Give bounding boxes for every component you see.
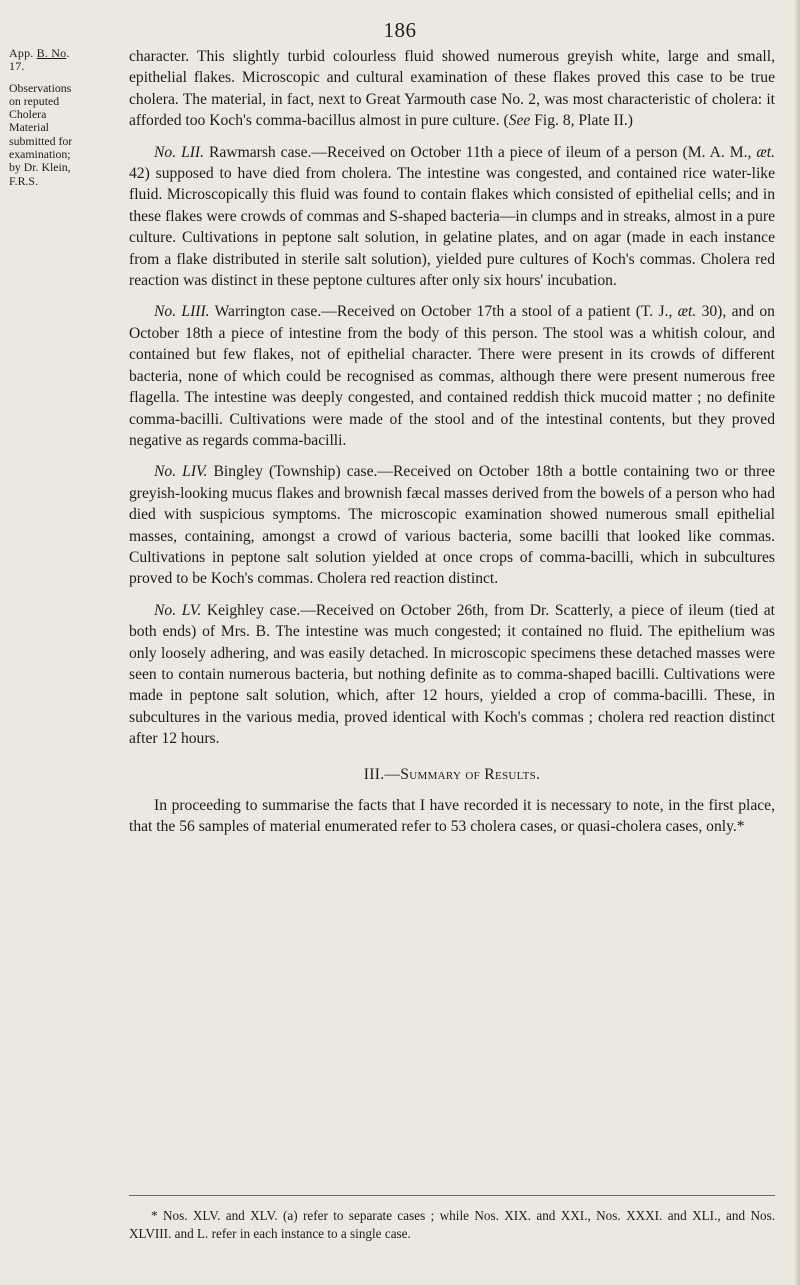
footnote-rule — [129, 1195, 775, 1196]
margin-note — [9, 47, 81, 188]
paragraph-continued: character. This slightly turbid colourless fluid showed numerous greyish white, large and small, epithelial flakes. Microscopic and cultural examination of these flakes proved this case to be true cholera. The material, in fact, next to Great Yarmouth case No. 2, was most characteristic of cholera: it afforded too Koch's comma-bacillus almost in pure culture. (See Fig. 8, Plate II.) — [129, 48, 775, 130]
margin-gloss: Observations on reputed Cholera Material submitted for examination; by Dr. Klein, F.R.S. — [9, 80, 73, 188]
appendix-reference: App. B. No. 17. — [9, 46, 70, 74]
case-number: No. LIV. — [154, 463, 208, 481]
case-paragraph-lv: No. LV. Keighley case.—Received on October 26th, from Dr. Scatterly, a piece of ileum (tied at both ends) of Mrs. B. The intestine was much congested; it contained no fluid. The epithelium was only loosely adhering, and was easily detached. In microscopic specimens these detached masses were seen to contain numerous bacteria, but nothing definite as to comma-shaped bacilli. Cultivations were made in peptone salt solution, which, after 12 hours, yielded a crop of comma-bacilli. These, in subcultures in the various media, proved identical with Koch's commas ; cholera red reaction distinct after 12 hours. — [129, 601, 775, 748]
case-paragraph-lii: No. LII. Rawmarsh case.—Received on October 11th a piece of ileum of a person (M. A. M., æt. 42) supposed to have died from cholera. The intestine was congested, and contained rice water-like fluid. Microscopically this fluid was found to contain flakes which consisted of epithelial cells; and in these flakes were crowds of commas and S-shaped bacteria—in clumps and in streaks, almost in a pure culture. Cultivations in peptone salt solution, in gelatine plates, and on agar (made in each instance from a flake distributed in sterile salt solution), yielded pure cultures of Koch's commas. Cholera red reaction was distinct in these peptone cultures after only six hours' incubation. — [129, 143, 775, 290]
body-text — [129, 46, 775, 838]
summary-paragraph: In proceeding to summarise the facts that I have recorded it is necessary to note, in the first place, that the 56 samples of material enumerated refer to 53 cholera cases, or quasi-cholera cases, only.* — [129, 797, 775, 836]
footnote: * Nos. XLV. and XLV. (a) refer to separate cases ; while Nos. XIX. and XXI., Nos. XXXI. and XLI., and Nos. XLVIII. and L. refer in each instance to a single case. — [129, 1208, 775, 1241]
case-paragraph-liv: No. LIV. Bingley (Township) case.—Received on October 18th a bottle containing two or three greyish-looking mucus flakes and brownish fæcal masses derived from the bowels of a person who had died with suspicious symptoms. The microscopic examination showed numerous small epithelial masses, containing, amongst a crowd of various bacteria, some bacilli that looked like commas. Cultivations in peptone salt solution yielded at once crops of comma-bacilli, which in subcultures proved to be Koch's commas. Cholera red reaction distinct. — [129, 463, 775, 588]
case-number: No. LII. — [154, 143, 205, 161]
page-edge-shadow — [794, 0, 800, 1285]
section-heading: III.—Summary of Results. — [363, 765, 541, 783]
case-number: No. LIII. — [154, 303, 210, 321]
case-number: No. LV. — [154, 601, 202, 619]
case-paragraph-liii: No. LIII. Warrington case.—Received on October 17th a stool of a patient (T. J., æt. 30), and on October 18th a piece of intestine from the body of this person. The stool was a whitish colour, and contained but few flakes, not of epithelial character. There were present in its crowds of different bacteria, none of which could be recognised as commas, although there were present numerous free flagella. The intestine was deeply congested, and contained reddish thick mucoid matter ; no definite comma-bacilli. Cultivations were made of the stool and of the intestinal contents, but they proved negative as regards comma-bacilli. — [129, 303, 775, 449]
page-number: 186 — [383, 18, 417, 42]
